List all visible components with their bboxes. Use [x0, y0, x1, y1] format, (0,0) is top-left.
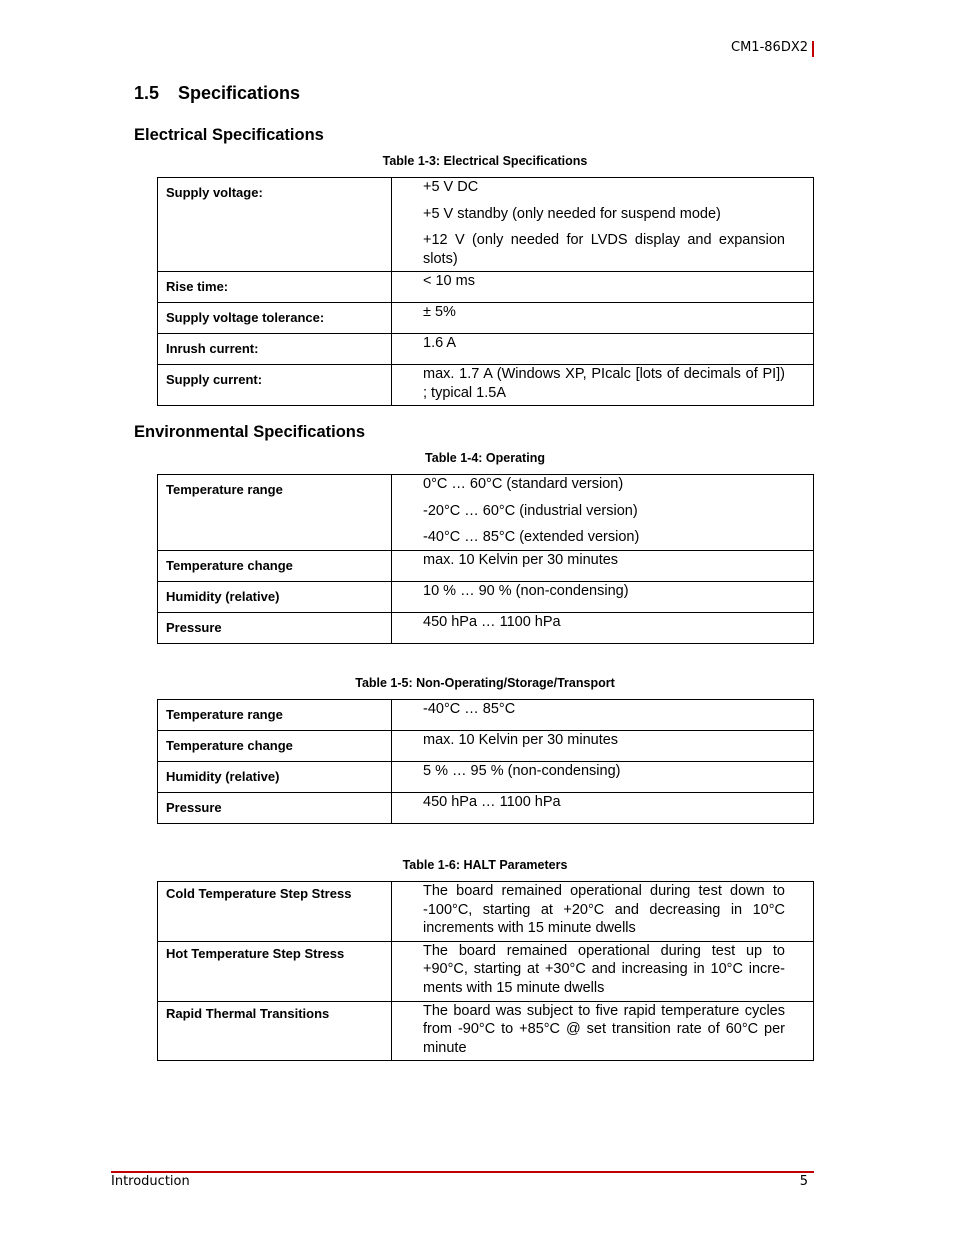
value-line: 5 % … 95 % (non-condensing) [423, 763, 621, 779]
table-row [158, 700, 814, 731]
storage-table [157, 699, 814, 824]
value-line: The board remained operational during test down to -100°C, starting at +20°C and decreasing in 10°C increments with 15 minute dwells [423, 883, 785, 936]
row-value [392, 581, 814, 612]
row-label: Temperature range [158, 700, 392, 731]
table-1-3-caption: Table 1-3: Electrical Specifications [382, 154, 588, 168]
value-line: The board was subject to five rapid temperature cycles from -90°C to +85°C @ set transition rate of 60°C per minute [423, 1002, 785, 1056]
table-row [158, 303, 814, 334]
value-line: 10 % … 90 % (non-condensing) [423, 582, 629, 599]
row-value [392, 550, 814, 581]
value-line: +5 V DC [423, 179, 479, 195]
row-value [392, 700, 814, 731]
section-number: 1.5 [134, 83, 160, 103]
footer-rule [111, 1171, 814, 1173]
value-line: max. 1.7 A (Windows XP, PIcalc [lots of decimals of PI]) ; typical 1.5A [423, 366, 785, 401]
value-line: +12 V (only needed for LVDS display and expansion slots) [423, 232, 785, 267]
row-label: Temperature change [158, 550, 392, 581]
value-line: ± 5% [423, 304, 456, 320]
table-row [158, 475, 814, 551]
table-row [158, 581, 814, 612]
table-row [158, 365, 814, 406]
row-label: Hot Temperature Step Stress [158, 941, 392, 1001]
value-line: 0°C … 60°C (standard version) [423, 476, 624, 492]
document-id: CM1-86DX2 [731, 40, 808, 55]
row-value [392, 762, 814, 793]
table-row [158, 731, 814, 762]
table-row [158, 334, 814, 365]
row-label: Supply voltage tolerance: [158, 303, 392, 334]
row-label: Rapid Thermal Transitions [158, 1001, 392, 1061]
row-value [392, 731, 814, 762]
row-value [392, 334, 814, 365]
value-line: 1.6 A [423, 335, 457, 351]
row-value [392, 272, 814, 303]
table-row [158, 178, 814, 272]
value-line: 450 hPa … 1100 hPa [423, 794, 561, 810]
row-label: Rise time: [158, 272, 392, 303]
row-value [392, 882, 814, 942]
row-label: Temperature range [158, 475, 392, 551]
row-value [392, 1001, 814, 1061]
page-number: 5 [799, 1174, 808, 1189]
row-value [392, 793, 814, 824]
electrical-heading: Electrical Specifications [134, 126, 324, 144]
row-label: Supply current: [158, 365, 392, 406]
section-title-text: Specifications [178, 83, 301, 103]
row-value [392, 941, 814, 1001]
value-line: -40°C … 85°C (extended version) [423, 529, 640, 545]
header-accent-bar [812, 41, 814, 57]
section-title [134, 83, 300, 104]
value-line: 450 hPa … 1100 hPa [423, 613, 561, 630]
row-label: Humidity (relative) [158, 762, 392, 793]
row-label: Inrush current: [158, 334, 392, 365]
row-value [392, 178, 814, 272]
row-label: Pressure [158, 793, 392, 824]
table-row [158, 612, 814, 643]
table-row [158, 762, 814, 793]
footer-chapter: Introduction [111, 1174, 190, 1189]
table-1-6-caption: Table 1-6: HALT Parameters [402, 858, 568, 872]
table-1-5-caption: Table 1-5: Non-Operating/Storage/Transport [355, 676, 615, 690]
table-row [158, 1001, 814, 1061]
row-label: Supply voltage: [158, 178, 392, 272]
row-value [392, 303, 814, 334]
electrical-spec-table [157, 177, 814, 406]
row-label: Temperature change [158, 731, 392, 762]
row-label: Cold Temperature Step Stress [158, 882, 392, 942]
value-line: -40°C … 85°C [423, 701, 516, 717]
value-line: max. 10 Kelvin per 30 minutes [423, 551, 619, 568]
table-1-4-caption: Table 1-4: Operating [425, 451, 545, 465]
value-line: -20°C … 60°C (industrial version) [423, 502, 638, 519]
row-label: Humidity (relative) [158, 581, 392, 612]
row-value [392, 475, 814, 551]
value-line: max. 10 Kelvin per 30 minutes [423, 732, 619, 748]
table-row [158, 550, 814, 581]
row-value [392, 612, 814, 643]
operating-table [157, 474, 814, 644]
value-line: +5 V standby (only needed for suspend mode) [423, 205, 721, 222]
table-row [158, 882, 814, 942]
table-row [158, 793, 814, 824]
row-label: Pressure [158, 612, 392, 643]
value-line: The board remained operational during test up to +90°C, starting at +30°C and increasing in 10°C incre-ments with 15 minute dwells [423, 942, 785, 996]
table-row [158, 272, 814, 303]
environmental-heading: Environmental Specifications [134, 423, 366, 441]
halt-table [157, 881, 814, 1061]
value-line: < 10 ms [423, 273, 475, 289]
row-value [392, 365, 814, 406]
table-row [158, 941, 814, 1001]
